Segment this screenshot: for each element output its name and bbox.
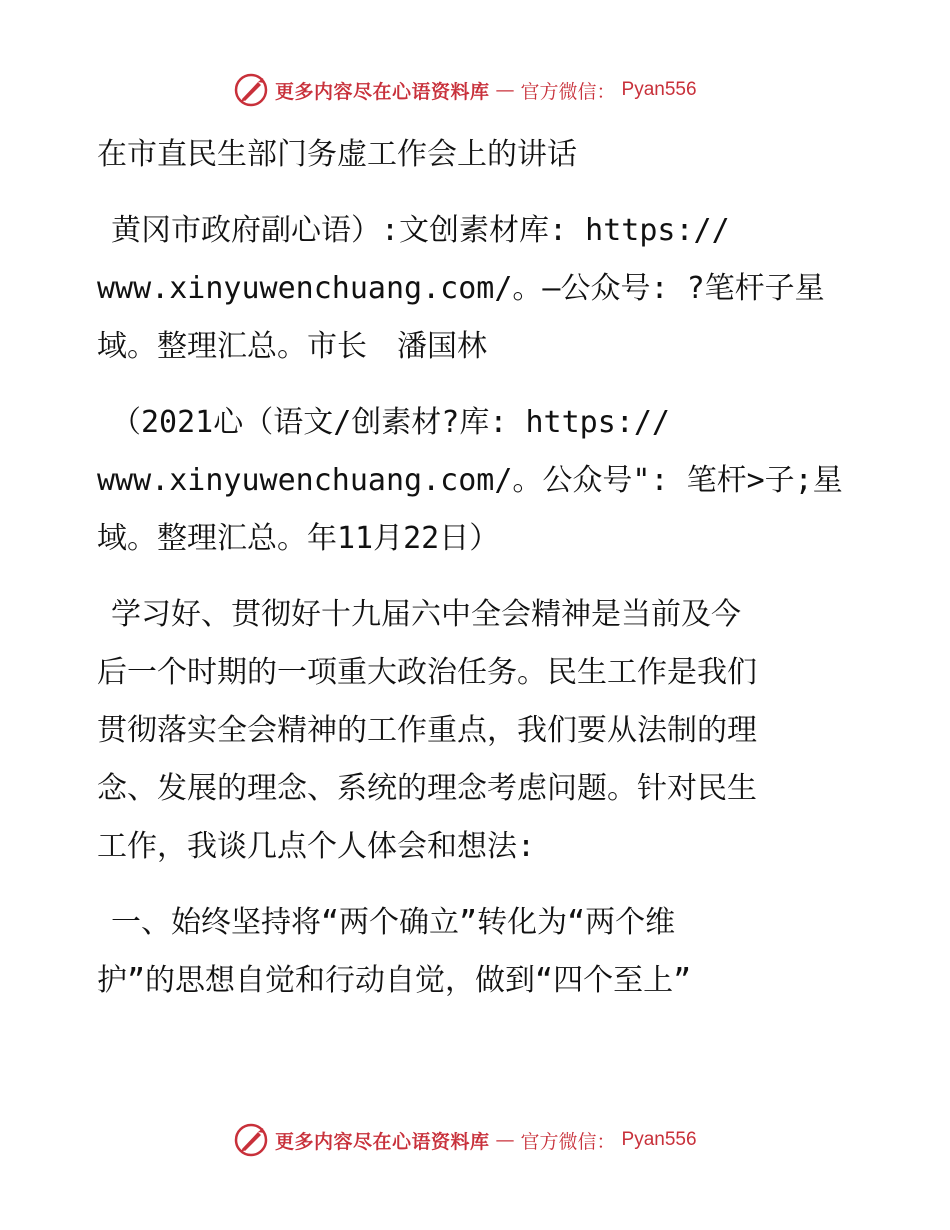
heading-line-1: 一、始终坚持将“两个确立”转化为“两个维 [111, 905, 676, 940]
quill-pen-logo-icon [233, 1122, 269, 1158]
intro-line-4: 念、发展的理念、系统的理念考虑问题。针对民生 [97, 771, 757, 806]
author-paragraph [97, 202, 857, 376]
document-body [97, 126, 857, 1010]
title-line: 在市直民生部门务虚工作会上的讲话 [97, 137, 577, 172]
section-heading-1 [97, 894, 857, 1010]
banner-separator: — [495, 1129, 515, 1151]
date-paragraph [97, 394, 857, 568]
banner-title: 更多内容尽在心语资料库 [275, 1130, 490, 1153]
banner-official-label: 官方微信： [520, 80, 616, 103]
banner-title: 更多内容尽在心语资料库 [275, 80, 490, 103]
intro-line-2: 后一个时期的一项重大政治任务。民生工作是我们 [97, 655, 757, 690]
date-line-2: www.xinyuwenchuang.com/。公众号": 笔杆>子;星 [97, 463, 843, 498]
heading-line-2: 护”的思想自觉和行动自觉，做到“四个至上” [97, 963, 692, 998]
date-line-3: 域。整理汇总。年11月22日） [97, 521, 500, 556]
document-title [97, 126, 857, 184]
intro-line-1: 学习好、贯彻好十九届六中全会精神是当前及今 [111, 597, 741, 632]
banner-official-label: 官方微信： [520, 1130, 616, 1153]
author-line-3: 域。整理汇总。市长 潘国林 [97, 329, 487, 364]
banner-wechat-id: Pyan556 [621, 79, 697, 100]
intro-paragraph [97, 586, 857, 876]
author-line-2: www.xinyuwenchuang.com/。—公众号: ?笔杆子星 [97, 271, 825, 306]
banner-separator: — [495, 79, 515, 101]
date-line-1: （2021心（语文/创素材?库: https:// [111, 405, 670, 440]
intro-line-3: 贯彻落实全会精神的工作重点，我们要从法制的理 [97, 713, 757, 748]
intro-line-5: 工作，我谈几点个人体会和想法: [97, 829, 536, 864]
header-banner [233, 72, 697, 108]
author-line-1: 黄冈市政府副心语）:文创素材库: https:// [111, 213, 730, 248]
footer-banner [233, 1122, 697, 1158]
banner-wechat-id: Pyan556 [621, 1129, 697, 1150]
quill-pen-logo-icon [233, 72, 269, 108]
